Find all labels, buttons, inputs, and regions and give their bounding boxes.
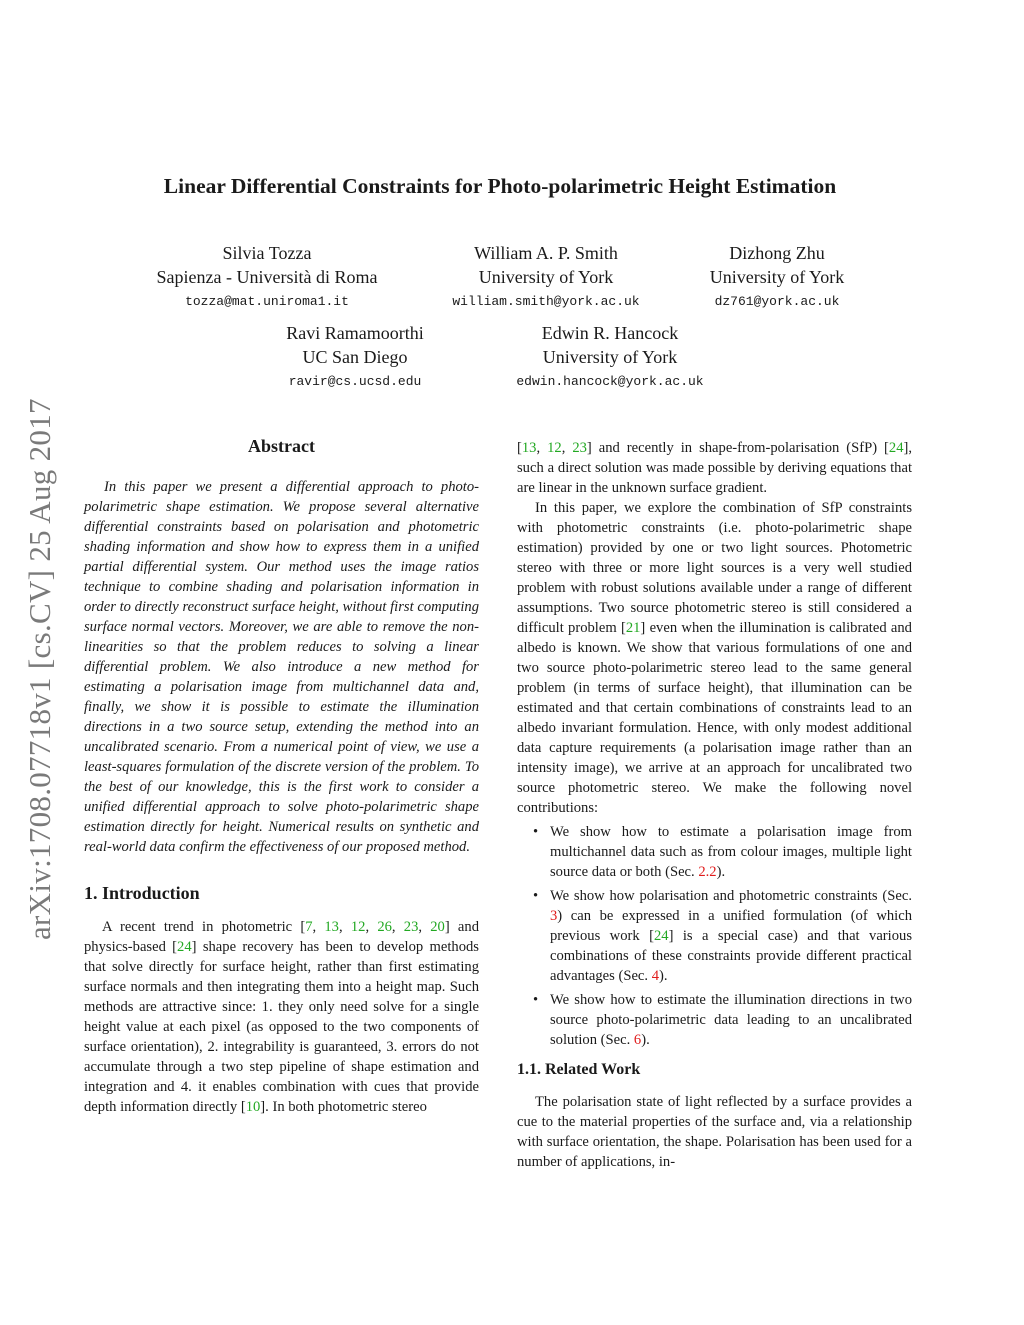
author-name: Dizhong Zhu [729, 243, 825, 263]
citation-link[interactable]: 10 [245, 1099, 261, 1115]
section-link[interactable]: 6 [633, 1032, 642, 1048]
author-affiliation: University of York [709, 267, 845, 287]
author-affiliation: University of York [542, 347, 678, 367]
author-name: William A. P. Smith [474, 243, 618, 263]
citation-link[interactable]: 21 [625, 620, 641, 636]
contributions-list [517, 822, 912, 1050]
author-name: Silvia Tozza [222, 243, 312, 263]
author-email[interactable]: tozza@mat.uniroma1.it [185, 294, 349, 309]
introduction-paragraph: A recent trend in photometric [7, 13, 12, 26, 23, 20] and physics-based [24] shape recovery has been to develop methods that solve directly for surface height, rather than first estimating surface normals and then integrating them into a height map. Such methods are attractive since: 1. they only need solve for a single height value at each pixel (as opposed to the two components of surface orientation), 2. integrability is guaranteed, 3. errors do not accumulate through a two step pipeline of shape estimation and integration and 4. it enables combination with cues that provide depth information directly [10]. In both photometric stereo [84, 919, 479, 1115]
author-block [215, 321, 495, 394]
right-column [517, 438, 912, 1172]
list-item: • We show how to estimate the illumination directions in two source photo-polarimetric data leading to an uncalibrated solution (Sec. 6). [517, 990, 912, 1050]
author-email[interactable]: edwin.hancock@york.ac.uk [516, 374, 704, 389]
section-link[interactable]: 4 [651, 968, 660, 984]
related-work-heading: 1.1. Related Work [517, 1061, 641, 1078]
author-affiliation: UC San Diego [302, 347, 408, 367]
author-name: Ravi Ramamoorthi [286, 323, 424, 343]
list-item: • We show how polarisation and photometric constraints (Sec. 3) can be expressed in a unified formulation (of which previous work [24] is a special case) and that various combinations of these constraints provide different practical advantages (Sec. 4). [517, 886, 912, 986]
citation-link[interactable]: 13 [521, 440, 537, 456]
author-block [127, 241, 407, 314]
citation-link[interactable]: 12 [547, 440, 562, 456]
citation-link[interactable]: 20 [430, 919, 445, 935]
author-email[interactable]: dz761@york.ac.uk [714, 294, 840, 309]
citation-link[interactable]: 26 [377, 919, 392, 935]
arxiv-watermark: arXiv:1708.07718v1 [cs.CV] 25 Aug 2017 [22, 398, 57, 940]
abstract-heading: Abstract [248, 436, 315, 456]
paper-title: Linear Differential Constraints for Photo-polarimetric Height Estimation [163, 174, 837, 198]
citation-link[interactable]: 23 [403, 919, 419, 935]
author-block [637, 241, 917, 314]
left-column [84, 436, 479, 1117]
related-work-paragraph: The polarisation state of light reflected by a surface provides a cue to the material properties of the surface and, via a relationship with surface orientation, the shape. Polarisation has been used for a number of applications, in- [517, 1094, 912, 1170]
abstract-text: In this paper we present a differential approach to photo-polarimetric shape estimation. We propose several alternative differential constraints based on polarisation and photometric shading information and show how to express them in a unified partial differential system. Our method uses the image ratios technique to combine shading and polarisation information in order to directly reconstruct surface height, without first computing surface normal vectors. Moreover, we are able to remove the non-linearities so that the problem reduces to solving a linear differential problem. We also introduce a new method for estimating a polarisation image from multichannel data and, finally, we show it is possible to estimate the illumination directions in a two source setup, extending the method into an uncalibrated scenario. From a numerical point of view, we use a least-squares formulation of the discrete version of the problem. To the best of our knowledge, this is the first work to consider a unified differential approach to solve photo-polarimetric shape estimation directly for height. Numerical results on synthetic and real-world data confirm the effectiveness of our proposed method. [84, 479, 479, 855]
citation-link[interactable]: 24 [653, 928, 669, 944]
author-block [470, 321, 750, 394]
author-affiliation: Sapienza - Università di Roma [156, 267, 378, 287]
section-link[interactable]: 3 [550, 908, 558, 924]
citation-link[interactable]: 24 [177, 939, 192, 955]
author-name: Edwin R. Hancock [541, 323, 679, 343]
citation-link[interactable]: 7 [305, 919, 313, 935]
author-affiliation: University of York [478, 267, 614, 287]
author-email[interactable]: ravir@cs.ucsd.edu [288, 374, 422, 389]
citation-link[interactable]: 12 [350, 919, 366, 935]
author-email[interactable]: william.smith@york.ac.uk [452, 294, 640, 309]
list-item: • We show how to estimate a polarisation image from multichannel data such as from colour images, multiple light source data or both (Sec. 2.2). [517, 822, 912, 882]
citation-link[interactable]: 13 [324, 919, 339, 935]
introduction-paragraph-continued: [13, 12, 23] and recently in shape-from-polarisation (SfP) [24], such a direct solution was made possible by deriving equations that are linear in the unknown surface gradient. [517, 440, 913, 496]
section-link[interactable]: 2.2 [698, 864, 717, 880]
citation-link[interactable]: 24 [888, 440, 904, 456]
contribution-paragraph: In this paper, we explore the combination of SfP constraints with photometric constraints (i.e. photo-polarimetric shape estimation) provided by one or two light sources. Photometric stereo with three or more light sources is a very well studied problem with robust solutions available under a range of different assumptions. Two source photometric stereo is still considered a difficult problem [21] even when the illumination is calibrated and albedo is known. We show that various formulations of one and two source photo-polarimetric stereo lead to the same general problem (in terms of surface height), that illumination can be estimated and that certain combinations of constraints lead to an albedo invariant formulation. Hence, with only modest additional data capture requirements (a polarisation image rather than an intensity image), we arrive at an approach for uncalibrated two source photometric stereo. We make the following novel contributions: [517, 500, 912, 816]
introduction-heading: 1. Introduction [84, 883, 200, 903]
citation-link[interactable]: 23 [572, 440, 587, 456]
